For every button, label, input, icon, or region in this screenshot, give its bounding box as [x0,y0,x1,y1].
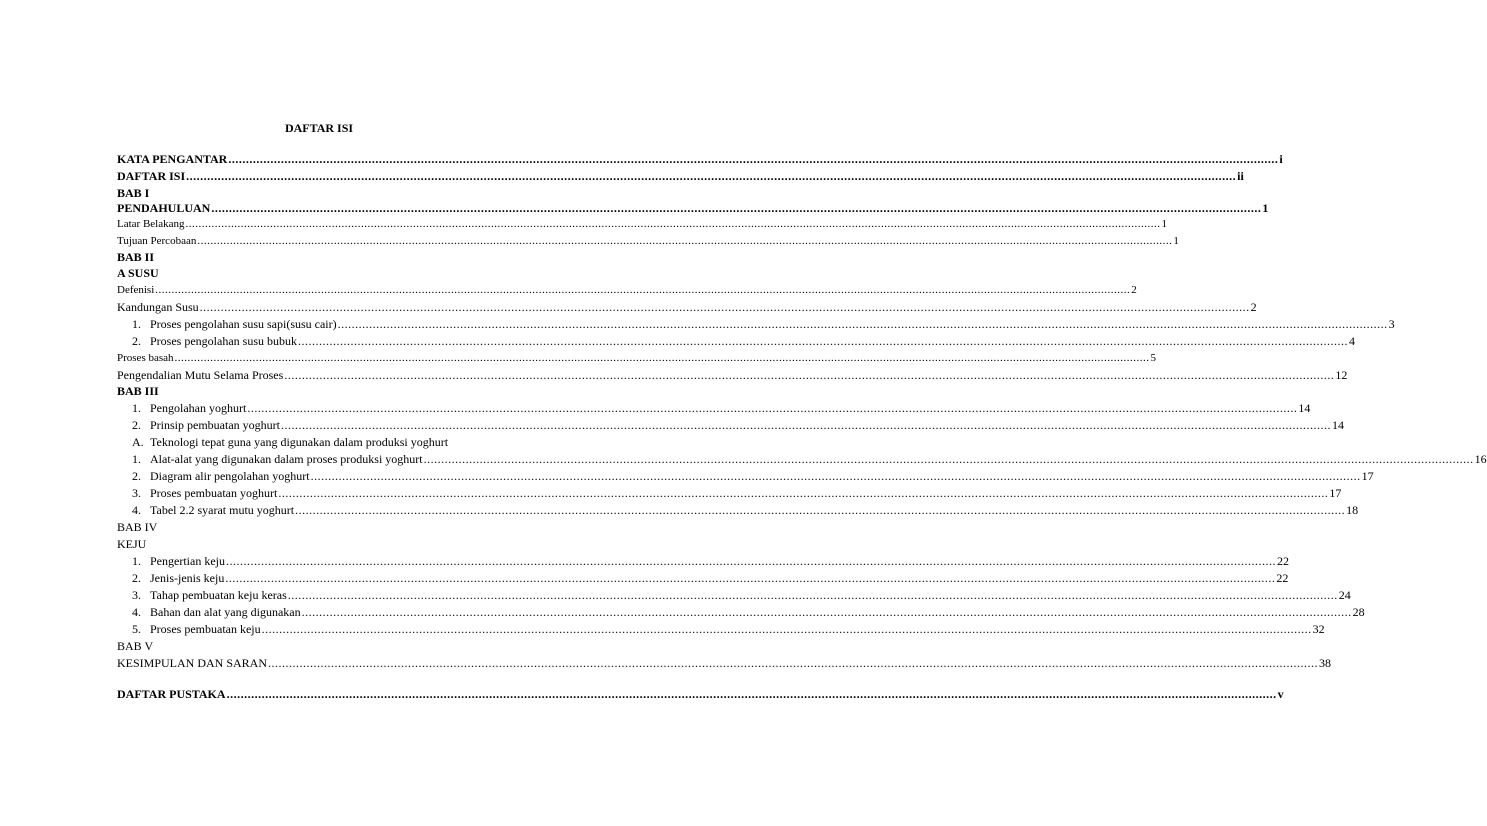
toc-entry [117,282,1137,298]
toc-dot-leader: ............................................................................................................................................................................................................................................................................................................ [225,571,1276,585]
toc-entry [117,151,1283,167]
toc-entry-label: Pengolahan yoghurt [150,401,247,415]
toc-entry-label: Jenis-jenis keju [150,571,225,585]
toc-entry-label: Prinsip pembuatan yoghurt [150,418,280,432]
toc-entry [132,485,1342,501]
toc-entry-number: 1. [132,317,141,331]
toc-entry-label: Teknologi tepat guna yang digunakan dalam produksi yoghurt [150,435,449,449]
toc-entry-number: 1. [132,401,141,415]
toc-entry [132,604,1365,620]
toc-entry-page: 4 [1349,334,1355,348]
toc-dot-leader: ............................................................................................................................................................................................................................................................................................................ [225,554,1276,568]
toc-dot-leader: ............................................................................................................................................................................................................................................................................................................ [199,300,1250,314]
toc-entry-page: 2 [1250,300,1257,314]
toc-dot-leader: ............................................................................................................................................................................................................................................................................................................ [247,401,1298,415]
toc-entry-page: 18 [1346,503,1359,517]
toc-entry-label: BAB IV [117,520,158,534]
toc-dot-leader: ............................................................................................................................................................................................................................................................................................................ [186,169,1237,183]
toc-entry [117,168,1244,184]
toc-dot-leader: ............................................................................................................................................................................................................................................................................................................ [197,235,1173,247]
toc-entry [132,417,1344,433]
toc-dot-leader: ............................................................................................................................................................................................................................................................................................................ [228,152,1279,166]
toc-entry-label: A SUSU [117,266,159,280]
toc-entry-number: 2. [132,418,141,432]
toc-entry-number: 2. [132,469,141,483]
toc-entry [132,451,1487,467]
toc-entry-page: 14 [1298,401,1311,415]
toc-entry-label: Latar Belakang [117,218,185,230]
toc-entry-label: BAB III [117,384,159,398]
toc-dot-leader: ............................................................................................................................................................................................................................................................................................................ [226,687,1277,701]
toc-entry-label: BAB I [117,186,150,200]
toc-entry-page: 22 [1276,554,1289,568]
toc-entry-page: 16 [1474,452,1487,466]
toc-entry [117,536,549,552]
toc-entry [117,216,1167,232]
toc-entry [132,570,1289,586]
toc-entry-number: 4. [132,503,141,517]
toc-entry-label: Tujuan Percobaan [117,235,197,247]
toc-entry [117,350,1157,366]
toc-entry [117,686,1284,702]
toc-dot-leader: ............................................................................................................................................................................................................................................................................................................ [268,656,1319,670]
toc-entry [132,434,546,450]
toc-entry-label: Proses pembuatan keju [150,622,261,636]
toc-entry [132,621,1325,637]
toc-dot-leader: ............................................................................................................................................................................................................................................................................................................ [280,418,1331,432]
toc-dot-leader: ............................................................................................................................................................................................................................................................................................................ [174,352,1150,364]
toc-dot-leader: ............................................................................................................................................................................................................................................................................................................ [310,469,1361,483]
toc-entry-label: Diagram alir pengolahan yoghurt [150,469,310,483]
toc-entry-label: KESIMPULAN DAN SARAN [117,656,268,670]
toc-entry [132,333,1355,349]
toc-dot-leader: ............................................................................................................................................................................................................................................................................................................ [337,317,1388,331]
toc-entry-page: 3 [1388,317,1395,331]
toc-entry-page: 2 [1131,284,1137,296]
toc-entry-page: 38 [1319,656,1332,670]
toc-entry-page: 14 [1331,418,1344,432]
toc-entry-page: 1 [1173,235,1179,247]
toc-entry-number: 2. [132,334,141,348]
toc-dot-leader: ............................................................................................................................................................................................................................................................................................................ [287,588,1338,602]
toc-entry-number: 5. [132,622,141,636]
toc-entry-number: 3. [132,588,141,602]
toc-entry-page: 1 [1262,201,1269,215]
toc-entry [117,367,1348,383]
toc-entry-label: Proses pembuatan yoghurt [150,486,278,500]
toc-entry-page: 17 [1329,486,1342,500]
toc-entry-page: 12 [1335,368,1348,382]
toc-entry-page: 32 [1312,622,1325,636]
toc-entry-number: 1. [132,554,141,568]
toc-entry [117,655,1332,671]
toc-entry-label: Alat-alat yang digunakan dalam proses produksi yoghurt [150,452,423,466]
toc-entry-page: 5 [1150,352,1157,364]
toc-dot-leader: ............................................................................................................................................................................................................................................................................................................ [423,452,1474,466]
toc-entry-label: Proses pengolahan susu bubuk [150,334,297,348]
toc-entry [117,233,1179,249]
toc-entry [117,265,543,281]
toc-entry-label: BAB II [117,250,155,264]
toc-entry-label: Tabel 2.2 syarat mutu yoghurt [150,503,295,517]
page-title: DAFTAR ISI [284,121,354,135]
toc-entry [132,400,1311,416]
toc-entry [132,553,1289,569]
toc-entry [117,299,1257,315]
toc-entry-page: v [1277,687,1284,701]
toc-entry [117,249,543,265]
toc-entry-number: 4. [132,605,141,619]
toc-entry-label: Defenisi [117,284,155,296]
toc-entry-page: 24 [1338,588,1351,602]
toc-entry-number: 1. [132,452,141,466]
toc-entry-page: 1 [1161,218,1167,230]
toc-dot-leader: ............................................................................................................................................................................................................................................................................................................ [185,218,1161,230]
toc-entry-page: 17 [1361,469,1374,483]
toc-entry-number: 2. [132,571,141,585]
toc-entry-label: DAFTAR ISI [117,169,186,183]
toc-entry-label: Pengendalian Mutu Selama Proses [117,368,284,382]
toc-entry-label: DAFTAR PUSTAKA [117,687,226,701]
toc-entry-page: 28 [1352,605,1365,619]
toc-entry [132,316,1395,332]
toc-dot-leader: ............................................................................................................................................................................................................................................................................................................ [211,201,1262,215]
toc-entry-number: A. [132,435,144,449]
toc-entry-page: i [1279,152,1283,166]
toc-entry-label: Bahan dan alat yang digunakan [150,605,301,619]
toc-dot-leader: ............................................................................................................................................................................................................................................................................................................ [284,368,1335,382]
toc-entry-page: 22 [1276,571,1289,585]
toc-entry-label: PENDAHULUAN [117,201,211,215]
toc-entry [117,519,549,535]
toc-entry-number: 3. [132,486,141,500]
toc-dot-leader: ............................................................................................................................................................................................................................................................................................................ [301,605,1352,619]
toc-entry [132,587,1351,603]
toc-entry-label: Pengertian keju [150,554,225,568]
toc-entry-label: Kandungan Susu [117,300,199,314]
toc-entry-label: KATA PENGANTAR [117,152,228,166]
toc-entry-label: Proses basah [117,352,174,364]
toc-dot-leader: ............................................................................................................................................................................................................................................................................................................ [155,284,1131,296]
toc-entry [117,383,546,399]
toc-entry [117,185,540,201]
toc-dot-leader: ............................................................................................................................................................................................................................................................................................................ [278,486,1329,500]
toc-dot-leader: ............................................................................................................................................................................................................................................................................................................ [261,622,1312,636]
toc-entry [117,638,549,654]
toc-dot-leader: ............................................................................................................................................................................................................................................................................................................ [298,334,1348,348]
toc-entry-label: KEJU [117,537,147,551]
toc-entry [117,200,1269,216]
toc-dot-leader: ............................................................................................................................................................................................................................................................................................................ [295,503,1346,517]
toc-entry-label: Tahap pembuatan keju keras [150,588,287,602]
toc-entry-page: ii [1237,169,1244,183]
toc-entry [132,468,1374,484]
toc-entry [132,502,1359,518]
toc-entry-label: BAB V [117,639,154,653]
toc-entry-label: Proses pengolahan susu sapi(susu cair) [150,317,337,331]
